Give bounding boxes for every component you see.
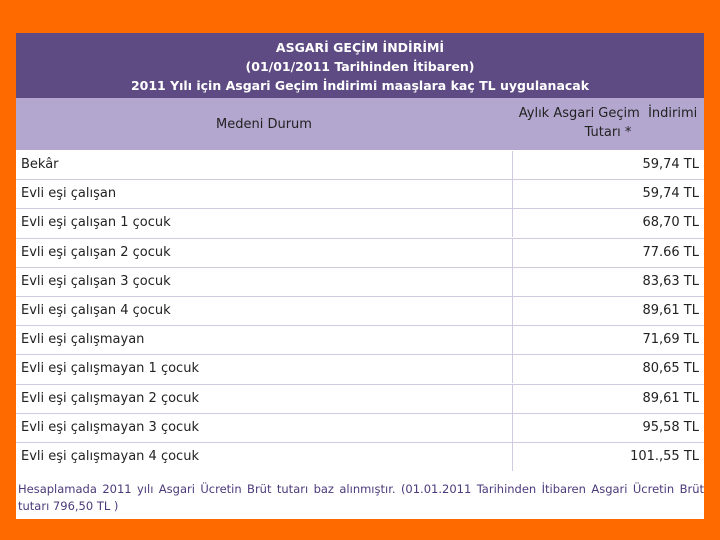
- title-line-2: (01/01/2011 Tarihinden İtibaren): [245, 59, 475, 74]
- table-row: [16, 180, 704, 209]
- title-line-3: 2011 Yılı için Asgari Geçim İndirimi maaşlara kaç TL uygulanacak: [130, 78, 590, 93]
- row-marital-status: Evli eşi çalışmayan 4 çocuk: [21, 448, 199, 464]
- title-line-1: ASGARİ GEÇİM İNDİRİMİ: [275, 40, 445, 55]
- row-marital-status: Evli eşi çalışmayan: [21, 332, 145, 348]
- table-row: [16, 385, 704, 414]
- table-row: [16, 209, 704, 238]
- row-amount: 101.,55 TL: [512, 443, 699, 471]
- table-row: [16, 297, 704, 326]
- row-amount: 59,74 TL: [512, 180, 699, 208]
- table-body: [16, 151, 704, 471]
- row-marital-status: Evli eşi çalışan 3 çocuk: [21, 273, 171, 289]
- table-header: [16, 98, 704, 151]
- table-panel: [16, 33, 704, 519]
- table-row: [16, 414, 704, 443]
- row-marital-status: Evli eşi çalışan 4 çocuk: [21, 302, 171, 318]
- row-marital-status: Evli eşi çalışmayan 1 çocuk: [21, 361, 199, 377]
- table-row: [16, 268, 704, 297]
- table-row: [16, 326, 704, 355]
- row-marital-status: Bekâr: [21, 157, 59, 172]
- header-marital-status: Medeni Durum: [216, 116, 312, 132]
- row-marital-status: Evli eşi çalışan 1 çocuk: [21, 215, 171, 231]
- footnote: Hesaplamada 2011 yılı Asgari Ücretin Brüt tutarı baz alınmıştır. (01.01.2011 Tarihinden İtibaren Asgari Ücretin Brüt tutarı 796,50 TL ): [18, 482, 704, 513]
- row-marital-status: Evli eşi çalışan 2 çocuk: [21, 244, 171, 260]
- header-monthly-amount: [512, 104, 704, 142]
- row-amount: 83,63 TL: [512, 268, 699, 296]
- table-row: [16, 239, 704, 268]
- table-row: [16, 151, 704, 180]
- row-marital-status: Evli eşi çalışmayan 2 çocuk: [21, 390, 199, 406]
- table-title: [16, 33, 704, 98]
- row-amount: 77.66 TL: [512, 239, 699, 267]
- row-amount: 71,69 TL: [512, 326, 699, 354]
- header-monthly-amount-line-1: Aylık Asgari Geçim İndirimi: [518, 106, 698, 121]
- table-row: [16, 443, 704, 471]
- row-amount: 59,74 TL: [512, 151, 699, 179]
- row-amount: 68,70 TL: [512, 209, 699, 237]
- row-marital-status: Evli eşi çalışmayan 3 çocuk: [21, 419, 199, 435]
- row-marital-status: Evli eşi çalışan: [21, 186, 117, 202]
- row-amount: 95,58 TL: [512, 414, 699, 442]
- row-amount: 80,65 TL: [512, 355, 699, 383]
- row-amount: 89,61 TL: [512, 385, 699, 413]
- header-monthly-amount-line-2: Tutarı *: [584, 125, 632, 140]
- row-amount: 89,61 TL: [512, 297, 699, 325]
- table-row: [16, 355, 704, 384]
